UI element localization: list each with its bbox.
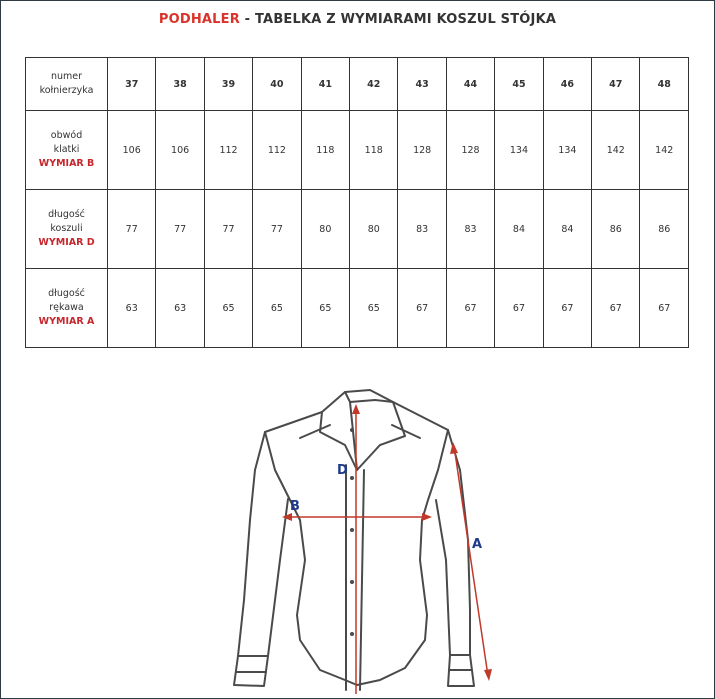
size-table — [25, 57, 689, 348]
size-cell: 41 — [301, 58, 349, 111]
value-cell: 67 — [592, 269, 640, 348]
value-cell: 67 — [495, 269, 543, 348]
size-cell: 37 — [108, 58, 156, 111]
value-cell: 80 — [350, 190, 398, 269]
value-cell: 86 — [592, 190, 640, 269]
value-cell: 142 — [592, 111, 640, 190]
value-cell: 142 — [640, 111, 689, 190]
row-label-line1: obwód — [50, 130, 83, 142]
table-row-chest — [26, 111, 689, 190]
row-label-line1: długość — [48, 288, 85, 300]
value-cell: 83 — [446, 190, 494, 269]
value-cell: 128 — [398, 111, 446, 190]
size-cell: 47 — [592, 58, 640, 111]
size-cell: 48 — [640, 58, 689, 111]
button-icon — [350, 528, 354, 532]
dimension-label: WYMIAR A — [38, 316, 95, 328]
value-cell: 106 — [156, 111, 204, 190]
dimension-label: WYMIAR D — [38, 237, 95, 249]
button-icon — [350, 476, 354, 480]
value-cell: 84 — [495, 190, 543, 269]
row-label-cell — [26, 190, 108, 269]
size-cell: 40 — [253, 58, 301, 111]
value-cell: 77 — [204, 190, 252, 269]
button-icon — [350, 632, 354, 636]
value-cell: 65 — [350, 269, 398, 348]
value-cell: 67 — [398, 269, 446, 348]
value-cell: 77 — [253, 190, 301, 269]
page-title — [0, 12, 715, 27]
row-label-cell — [26, 269, 108, 348]
row-label-cell — [26, 111, 108, 190]
title-text: - TABELKA Z WYMIARAMI KOSZUL STÓJKA — [239, 12, 557, 27]
value-cell: 67 — [543, 269, 591, 348]
value-cell: 118 — [350, 111, 398, 190]
value-cell: 65 — [204, 269, 252, 348]
value-cell: 86 — [640, 190, 689, 269]
value-cell: 80 — [301, 190, 349, 269]
shirt-outline — [234, 390, 474, 690]
row-label-line1: długość — [48, 209, 85, 221]
label-a: A — [472, 537, 483, 552]
arrow-up-icon — [352, 404, 360, 414]
row-label-line2: rękawa — [49, 302, 84, 314]
header-label-line2: kołnierzyka — [39, 85, 94, 97]
value-cell: 67 — [640, 269, 689, 348]
arrow-right-icon — [422, 513, 432, 521]
value-cell: 134 — [543, 111, 591, 190]
value-cell: 128 — [446, 111, 494, 190]
header-label-cell — [26, 58, 108, 111]
value-cell: 77 — [108, 190, 156, 269]
value-cell: 67 — [446, 269, 494, 348]
size-cell: 43 — [398, 58, 446, 111]
size-cell: 39 — [204, 58, 252, 111]
value-cell: 83 — [398, 190, 446, 269]
label-b: B — [290, 499, 300, 514]
dimension-label: WYMIAR B — [38, 158, 95, 170]
value-cell: 84 — [543, 190, 591, 269]
value-cell: 112 — [204, 111, 252, 190]
table-row-sleeve-length — [26, 269, 689, 348]
value-cell: 65 — [253, 269, 301, 348]
label-d: D — [337, 463, 348, 478]
arrow-down-icon — [484, 669, 492, 681]
value-cell: 134 — [495, 111, 543, 190]
value-cell: 112 — [253, 111, 301, 190]
size-cell: 38 — [156, 58, 204, 111]
row-label-line2: klatki — [53, 144, 80, 156]
value-cell: 118 — [301, 111, 349, 190]
size-cell: 46 — [543, 58, 591, 111]
value-cell: 77 — [156, 190, 204, 269]
value-cell: 63 — [108, 269, 156, 348]
button-icon — [350, 428, 354, 432]
row-label-line2: koszuli — [50, 223, 83, 235]
value-cell: 106 — [108, 111, 156, 190]
size-cell: 44 — [446, 58, 494, 111]
table-header-row — [26, 58, 689, 111]
shirt-diagram — [0, 350, 715, 699]
size-cell: 45 — [495, 58, 543, 111]
value-cell: 63 — [156, 269, 204, 348]
brand-name: PODHALER — [158, 12, 240, 27]
header-label-line1: numer — [50, 71, 83, 83]
table-row-shirt-length — [26, 190, 689, 269]
measurement-lines — [282, 404, 492, 694]
size-cell: 42 — [350, 58, 398, 111]
value-cell: 65 — [301, 269, 349, 348]
button-icon — [350, 580, 354, 584]
